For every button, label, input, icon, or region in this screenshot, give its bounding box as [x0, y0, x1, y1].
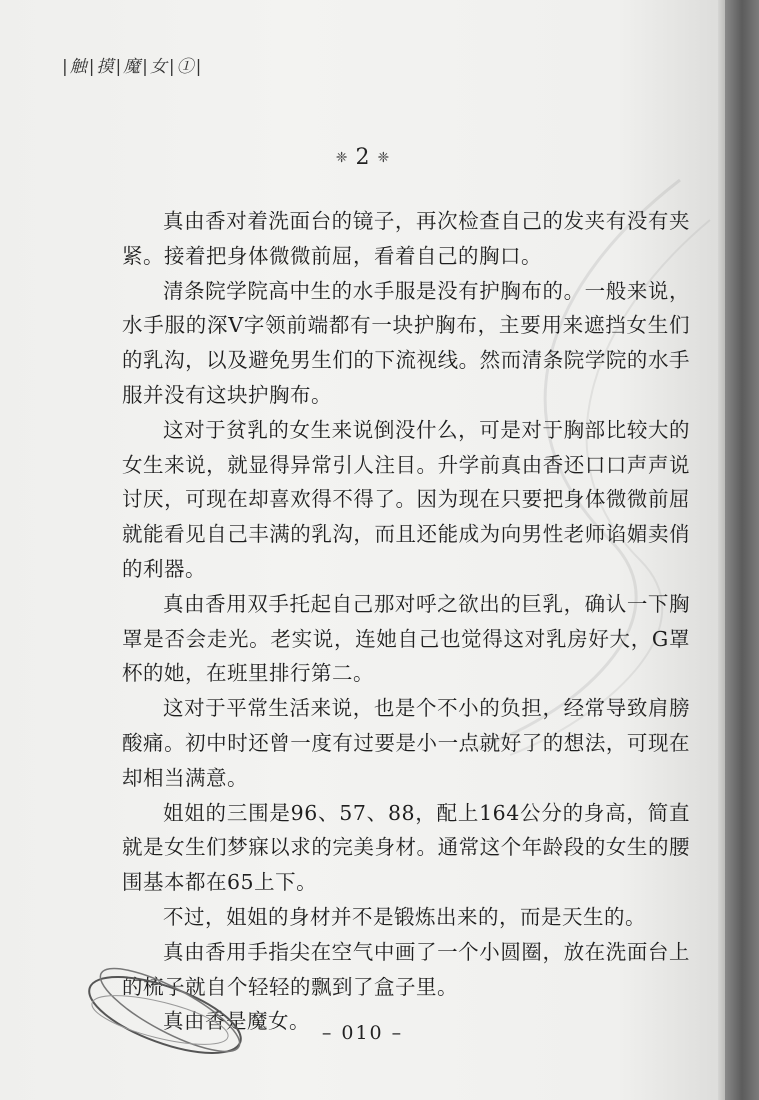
chapter-body — [122, 204, 690, 1039]
paragraph: 清条院学院高中生的水手服是没有护胸布的。一般来说，水手服的深V字领前端都有一块护胸布，主要用来遮挡女生们的乳沟，以及避免男生们的下流视线。然而清条院学院的水手服并没有这块护胸布。 — [122, 278, 690, 407]
decorative-swirl-icon — [70, 940, 270, 1080]
paragraph: 真由香用手指尖在空气中画了一个小圆圈，放在洗面台上的梳子就自个轻轻的飘到了盒子里。 — [122, 939, 690, 999]
book-spine-shadow — [725, 0, 759, 1100]
paragraph: 这对于贫乳的女生来说倒没什么，可是对于胸部比较大的女生来说，就显得异常引人注目。升学前真由香还口口声声说讨厌，可现在却喜欢得不得了。因为现在只要把身体微微前屈就能看见自己丰满的乳沟，而且还能成为向男性老师谄媚卖俏的利器。 — [122, 417, 690, 581]
paragraph: 不过，姐姐的身材并不是锻炼出来的，而是天生的。 — [163, 904, 646, 929]
page-edge — [718, 0, 725, 1100]
section-number: 2 — [355, 145, 370, 170]
paragraph: 真由香对着洗面台的镜子，再次检查自己的发夹有没有夹紧。接着把身体微微前屈，看着自己的胸口。 — [122, 209, 690, 268]
ornament-left-icon: ❈ — [335, 150, 348, 166]
paragraph: 姐姐的三围是96、57、88，配上164公分的身高，简直就是女生们梦寐以求的完美身材。通常这个年龄段的女生的腰围基本都在65上下。 — [122, 800, 690, 895]
section-heading — [0, 145, 725, 170]
running-header: |触|摸|魔|女|①| — [62, 57, 204, 77]
ornament-right-icon: ❈ — [377, 150, 390, 166]
paragraph: 这对于平常生活来说，也是个不小的负担，经常导致肩膀酸痛。初中时还曾一度有过要是小一点就好了的想法，可现在却相当满意。 — [122, 696, 690, 790]
paragraph: 真由香用双手托起自己那对呼之欲出的巨乳，确认一下胸罩是否会走光。老实说，连她自己也觉得这对乳房好大，G罩杯的她，在班里排行第二。 — [122, 591, 690, 686]
page-number: – 010 – — [321, 1022, 404, 1044]
paragraph: 真由香是魔女。 — [163, 1009, 310, 1034]
